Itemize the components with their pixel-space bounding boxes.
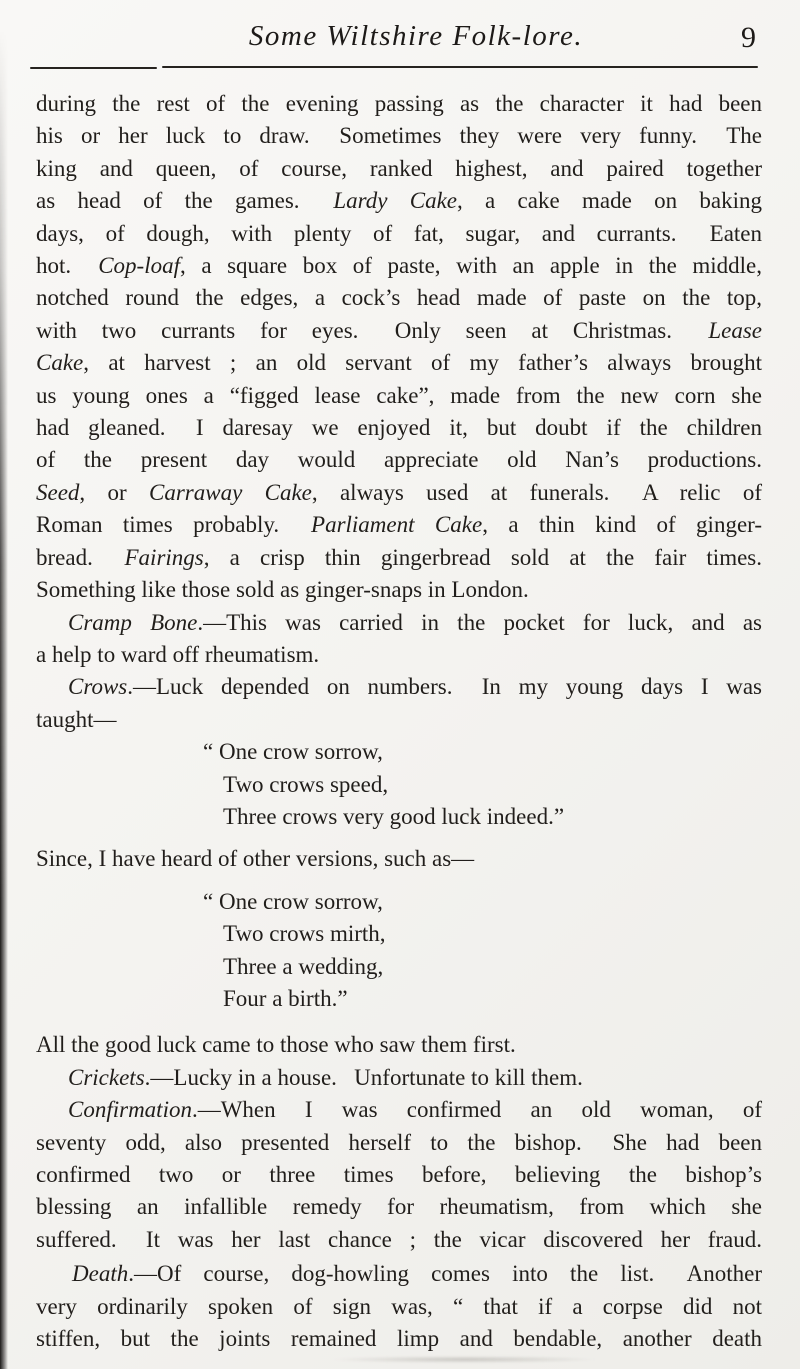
text-run: bread. — [36, 544, 125, 570]
text-run: as head of the games. — [36, 188, 334, 214]
italic-term: Fairings — [124, 544, 204, 570]
scan-gutter-shadow — [0, 30, 8, 1369]
text-line — [36, 218, 762, 250]
text-line — [36, 951, 762, 983]
text-run: Four a birth.” — [223, 985, 348, 1011]
text-line — [36, 886, 762, 918]
text-line — [36, 639, 762, 671]
text-run: .—When I was confirmed an old woman, of — [191, 1097, 762, 1123]
text-line — [36, 477, 762, 509]
text-run: Two crows mirth, — [223, 921, 386, 947]
text-run: .—Luck depended on numbers. In my young days I was — [127, 674, 762, 700]
italic-term: Lardy Cake — [333, 188, 457, 214]
text-line — [36, 918, 762, 950]
scan-smudge-artifact — [330, 1356, 600, 1363]
text-line — [36, 315, 762, 347]
text-line — [36, 1224, 762, 1256]
text-run: .—This was carried in the pocket for luck, and as — [197, 609, 762, 635]
text-run: All the good luck came to those who saw them first. — [36, 1032, 516, 1058]
text-run: taught— — [36, 706, 117, 732]
page-number: 9 — [741, 21, 756, 54]
text-line — [36, 509, 762, 541]
text-line — [36, 1291, 762, 1323]
italic-term: Cop-loaf — [98, 253, 180, 279]
text-run: Roman times probably. — [36, 512, 312, 538]
text-run: “ One crow sorrow, — [203, 739, 383, 765]
text-run: a help to ward off rheumatism. — [36, 641, 320, 667]
text-run: , at harvest ; an old servant of my father’s always brought — [83, 350, 762, 376]
text-run: , a square box of paste, with an apple in the middle, — [180, 253, 762, 279]
text-line — [36, 444, 762, 476]
text-line — [36, 1258, 762, 1290]
text-run: , a thin kind of ginger- — [482, 512, 763, 538]
italic-term: Cramp Bone — [68, 609, 198, 635]
text-line — [36, 153, 762, 185]
text-line — [36, 1094, 762, 1126]
italic-term: Parliament Cake — [311, 512, 483, 538]
text-line — [36, 185, 762, 217]
text-line — [36, 1127, 762, 1159]
body-text — [36, 88, 762, 1355]
text-run: had gleaned. I daresay we enjoyed it, but doubt if the children — [36, 415, 762, 441]
italic-term: Carraway Cake — [149, 479, 312, 505]
text-run: “ One crow sorrow, — [203, 888, 383, 914]
text-run: Three crows very good luck indeed.” — [223, 803, 565, 829]
text-run: Two crows speed, — [223, 771, 389, 797]
text-line — [36, 250, 762, 282]
text-run: , or — [79, 479, 149, 505]
italic-term: Crickets — [68, 1064, 145, 1090]
text-line — [36, 801, 762, 833]
text-line — [36, 769, 762, 801]
header-rule-right — [162, 66, 758, 68]
italic-term: Lease — [708, 317, 762, 343]
text-run: , a cake made on baking — [457, 188, 762, 214]
text-run: of the present day would appreciate old Nan’s productions. — [36, 447, 762, 473]
text-line — [36, 1159, 762, 1191]
text-line — [36, 542, 762, 574]
text-line — [36, 671, 762, 703]
text-line — [36, 736, 762, 768]
text-run: Since, I have heard of other versions, such as— — [36, 846, 475, 872]
text-run: during the rest of the evening passing as the character it had been — [36, 91, 762, 116]
text-run: days, of dough, with plenty of fat, sugar, and currants. Eaten — [36, 220, 762, 246]
text-run: suffered. It was her last chance ; the vicar discovered her fraud. — [36, 1226, 762, 1252]
text-run: blessing an infallible remedy for rheumatism, from which she — [36, 1194, 762, 1220]
text-line — [36, 983, 762, 1015]
text-run: with two currants for eyes. Only seen at Christmas. — [36, 317, 709, 343]
text-run: Three a wedding, — [223, 953, 384, 979]
header-rule-left — [30, 67, 157, 69]
text-run: hot. — [36, 253, 99, 279]
text-line — [36, 380, 762, 412]
text-run: stiffen, but the joints remained limp and bendable, another death — [36, 1326, 762, 1352]
text-run: his or her luck to draw. Sometimes they were very funny. The — [36, 123, 762, 149]
text-line — [36, 412, 762, 444]
italic-term: Confirmation — [68, 1097, 192, 1123]
text-run: , always used at funerals. A relic of — [311, 479, 762, 505]
italic-term: Crows — [68, 674, 128, 700]
text-run: king and queen, of course, ranked highest, and paired together — [36, 155, 762, 181]
text-run: us young ones a “figged lease cake”, made from the new corn she — [36, 382, 762, 408]
text-line — [36, 282, 762, 314]
text-run: notched round the edges, a cock’s head made of paste on the top, — [36, 285, 762, 311]
running-header-title: Some Wiltshire Folk-lore. — [248, 20, 584, 52]
text-line — [36, 1191, 762, 1223]
text-line — [36, 347, 762, 379]
text-run: confirmed two or three times before, believing the bishop’s — [36, 1162, 762, 1187]
text-line — [36, 607, 762, 639]
italic-term: Cake — [36, 350, 84, 376]
text-line — [36, 1029, 762, 1061]
italic-term: Death — [72, 1261, 129, 1287]
text-line — [36, 574, 762, 606]
text-line — [36, 843, 762, 875]
text-run: , a crisp thin gingerbread sold at the fair times. — [203, 544, 762, 570]
italic-term: Seed — [36, 479, 80, 505]
text-run: .—Lucky in a house. Unfortunate to kill them. — [144, 1064, 583, 1090]
text-run: .—Of course, dog-howling comes into the list. Another — [128, 1261, 762, 1287]
text-run: very ordinarily spoken of sign was, “ that if a corpse did not — [36, 1293, 762, 1319]
text-line — [36, 1062, 762, 1094]
text-run: seventy odd, also presented herself to the bishop. She had been — [36, 1129, 762, 1155]
text-line — [36, 120, 762, 152]
text-run: Something like those sold as ginger-snaps in London. — [36, 577, 529, 603]
text-line — [36, 1323, 762, 1355]
text-line — [36, 88, 762, 120]
text-line — [36, 704, 762, 736]
